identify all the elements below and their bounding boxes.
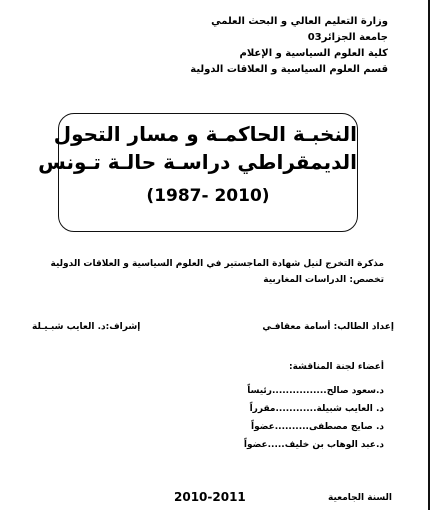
- supervisor-name: إشراف:د. العايب شبـيـلة: [32, 322, 141, 332]
- thesis-title-box: [38, 113, 358, 232]
- thesis-title-years: (1987- 2010): [146, 186, 270, 206]
- university-name: جامعة الجزائر03: [307, 32, 388, 43]
- student-name: إعداد الطالب: أسامة معقافـي: [262, 322, 394, 332]
- committee-section: [164, 362, 384, 454]
- thesis-specialization: تخصص: الدراسات المغاربية: [263, 275, 384, 285]
- thesis-title-line-1: النخبـة الحاكمـة و مسار التحول: [53, 122, 357, 146]
- committee-member: د. العايب شبيلة............مقرراً: [249, 404, 384, 414]
- committee-member: د.سعود صالح................رئيساً: [247, 386, 384, 396]
- committee-member: د.عبد الوهاب بن خليف.....عضواً: [243, 440, 384, 450]
- committee-heading: أعضاء لجنة المناقشة:: [288, 362, 384, 372]
- ministry-name: وزارة التعليم العالي و البحث العلمي: [211, 16, 388, 27]
- academic-year: [52, 490, 392, 506]
- academic-year-label: السنة الجامعية: [327, 493, 392, 503]
- thesis-info: [44, 256, 384, 288]
- faculty-name: كلية العلوم السياسية و الإعلام: [239, 48, 388, 59]
- institution-header: [128, 14, 388, 78]
- academic-year-value: 2010-2011: [174, 490, 246, 504]
- thesis-purpose: مذكرة التخرج لنيل شهادة الماجستير في العلوم السياسية و العلاقات الدولية: [50, 259, 384, 269]
- department-name: قسم العلوم السياسية و العلاقات الدولية: [190, 64, 388, 75]
- thesis-title-line-2: الديمقراطي دراسـة حالـة تـونس: [38, 150, 357, 174]
- committee-member: د. صايج مصطفى..........عضواً: [251, 422, 384, 432]
- preparation-row: [32, 322, 394, 336]
